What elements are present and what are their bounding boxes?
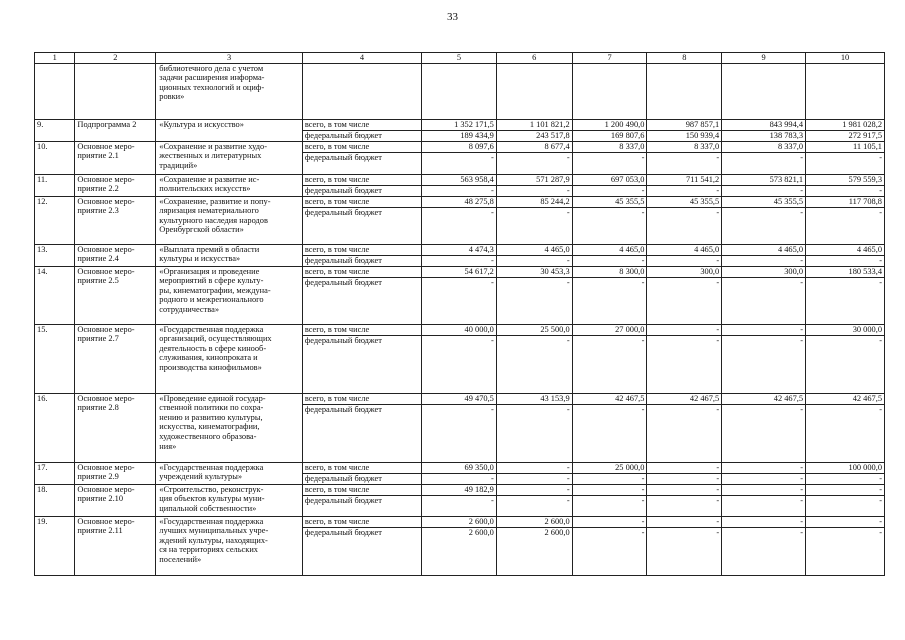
value-cell: - (806, 255, 885, 266)
funding-source-cell: федеральный бюджет (302, 404, 421, 462)
value-cell: 54 617,2 (422, 266, 497, 277)
value-cell: - (422, 152, 497, 174)
value-cell: - (496, 495, 572, 516)
activity-name-cell: «Культура и искусство» (156, 119, 303, 141)
program-cell: Основное меро- приятие 2.3 (75, 196, 156, 244)
value-cell: - (572, 335, 647, 393)
value-cell: - (572, 404, 647, 462)
value-cell: 2 600,0 (422, 527, 497, 575)
value-cell: - (572, 495, 647, 516)
value-cell: - (572, 473, 647, 484)
program-cell: Основное меро- приятие 2.10 (75, 484, 156, 516)
funding-source-cell: федеральный бюджет (302, 335, 421, 393)
value-cell: 1 352 171,5 (422, 119, 497, 130)
row-number-cell: 17. (35, 462, 75, 484)
activity-name-cell: «Строительство, реконструк- ция объектов культуры муни- ципальной собственности» (156, 484, 303, 516)
value-cell: - (647, 404, 722, 462)
value-cell: 843 994,4 (722, 119, 806, 130)
value-cell: 42 467,5 (806, 393, 885, 404)
value-cell: - (647, 473, 722, 484)
value-cell: - (496, 462, 572, 473)
value-cell: - (572, 152, 647, 174)
value-cell: - (806, 516, 885, 527)
program-cell: Основное меро- приятие 2.7 (75, 324, 156, 393)
funding-source-cell: всего, в том числе (302, 196, 421, 207)
value-cell: 300,0 (647, 266, 722, 277)
value-cell: 300,0 (722, 266, 806, 277)
value-cell: - (722, 324, 806, 335)
value-cell: 85 244,2 (496, 196, 572, 207)
empty-cell (806, 63, 885, 119)
column-number: 10 (806, 53, 885, 64)
funding-source-cell: федеральный бюджет (302, 130, 421, 141)
value-cell: - (572, 516, 647, 527)
table-row (35, 244, 885, 255)
value-cell: 571 287,9 (496, 174, 572, 185)
value-cell: 45 355,5 (722, 196, 806, 207)
value-cell: - (422, 404, 497, 462)
funding-source-cell: всего, в том числе (302, 244, 421, 255)
table-row (35, 119, 885, 130)
row-number-cell: 10. (35, 141, 75, 174)
value-cell: - (722, 255, 806, 266)
funding-source-cell: федеральный бюджет (302, 255, 421, 266)
value-cell: 30 453,3 (496, 266, 572, 277)
value-cell: 40 000,0 (422, 324, 497, 335)
value-cell: - (806, 207, 885, 244)
activity-name-cell: «Государственная поддержка организаций, осуществляющих деятельность в сфере кинооб- служивания, кинопроката и производства кинофильмов» (156, 324, 303, 393)
value-cell: 243 517,8 (496, 130, 572, 141)
value-cell: 45 355,5 (572, 196, 647, 207)
value-cell: - (496, 404, 572, 462)
funding-source-cell: всего, в том числе (302, 516, 421, 527)
empty-cell (722, 63, 806, 119)
table-row (35, 196, 885, 207)
value-cell: 49 470,5 (422, 393, 497, 404)
column-number: 6 (496, 53, 572, 64)
program-cell: Основное меро- приятие 2.8 (75, 393, 156, 462)
value-cell: - (496, 473, 572, 484)
value-cell: 272 917,5 (806, 130, 885, 141)
column-number: 2 (75, 53, 156, 64)
table-row (35, 516, 885, 527)
activity-name-cell: «Государственная поддержка лучших муниципальных учре- ждений культуры, находящих- ся на территориях сельских поселений» (156, 516, 303, 575)
value-cell: 8 097,6 (422, 141, 497, 152)
table-row (35, 174, 885, 185)
row-number-cell: 19. (35, 516, 75, 575)
value-cell: 8 337,0 (722, 141, 806, 152)
row-number-cell: 12. (35, 196, 75, 244)
row-number-cell: 15. (35, 324, 75, 393)
value-cell: 138 783,3 (722, 130, 806, 141)
value-cell: - (806, 473, 885, 484)
value-cell: - (647, 207, 722, 244)
column-number: 1 (35, 53, 75, 64)
value-cell: - (496, 277, 572, 324)
value-cell: 42 467,5 (572, 393, 647, 404)
value-cell: 30 000,0 (806, 324, 885, 335)
value-cell: - (647, 324, 722, 335)
table-row (35, 462, 885, 473)
row-number-cell (35, 63, 75, 119)
value-cell: 8 337,0 (647, 141, 722, 152)
value-cell: - (422, 335, 497, 393)
value-cell: 8 677,4 (496, 141, 572, 152)
value-cell: - (806, 404, 885, 462)
activity-name-cell: «Сохранение и развитие худо- жественных и литературных традиций» (156, 141, 303, 174)
funding-source-cell: всего, в том числе (302, 141, 421, 152)
value-cell: - (722, 185, 806, 196)
value-cell: - (496, 152, 572, 174)
table-row (35, 324, 885, 335)
column-number-row (35, 53, 885, 64)
value-cell: 100 000,0 (806, 462, 885, 473)
value-cell: 987 857,1 (647, 119, 722, 130)
value-cell: - (722, 335, 806, 393)
value-cell: 4 465,0 (496, 244, 572, 255)
program-cell: Основное меро- приятие 2.1 (75, 141, 156, 174)
funding-source-cell: федеральный бюджет (302, 277, 421, 324)
value-cell: 2 600,0 (422, 516, 497, 527)
row-number-cell: 9. (35, 119, 75, 141)
program-cell: Основное меро- приятие 2.11 (75, 516, 156, 575)
funding-source-cell: федеральный бюджет (302, 473, 421, 484)
value-cell: 48 275,8 (422, 196, 497, 207)
program-cell: Основное меро- приятие 2.9 (75, 462, 156, 484)
value-cell: 4 465,0 (806, 244, 885, 255)
value-cell: - (647, 484, 722, 495)
value-cell: 711 541,2 (647, 174, 722, 185)
value-cell: - (722, 152, 806, 174)
table-row (35, 266, 885, 277)
value-cell: 25 000,0 (572, 462, 647, 473)
value-cell: 69 350,0 (422, 462, 497, 473)
activity-name-cell: «Государственная поддержка учреждений культуры» (156, 462, 303, 484)
activity-name-cell: «Проведение единой государ- ственной политики по сохра- нению и развитию культуры, искусства, кинематографии, художественного образова- ния» (156, 393, 303, 462)
funding-source-cell: федеральный бюджет (302, 185, 421, 196)
funding-source-cell: всего, в том числе (302, 324, 421, 335)
page-number: 33 (447, 11, 458, 23)
value-cell: - (722, 473, 806, 484)
value-cell: 49 182,9 (422, 484, 497, 495)
row-number-cell: 13. (35, 244, 75, 266)
value-cell: - (806, 484, 885, 495)
funding-source-cell: всего, в том числе (302, 266, 421, 277)
activity-name-cell: библиотечного дела с учетом задачи расширения информа- ционных технологий и оциф- ровки» (156, 63, 303, 119)
program-cell: Основное меро- приятие 2.4 (75, 244, 156, 266)
column-number: 8 (647, 53, 722, 64)
value-cell: - (572, 527, 647, 575)
value-cell: 1 200 490,0 (572, 119, 647, 130)
value-cell: - (496, 335, 572, 393)
value-cell: - (572, 185, 647, 196)
program-cell (75, 63, 156, 119)
value-cell: - (647, 255, 722, 266)
value-cell: - (806, 335, 885, 393)
value-cell: 1 981 028,2 (806, 119, 885, 130)
funding-source-cell: всего, в том числе (302, 393, 421, 404)
value-cell: 2 600,0 (496, 527, 572, 575)
program-cell: Подпрограмма 2 (75, 119, 156, 141)
value-cell: 579 559,3 (806, 174, 885, 185)
value-cell: - (647, 527, 722, 575)
value-cell: 25 500,0 (496, 324, 572, 335)
value-cell: - (422, 207, 497, 244)
empty-cell (496, 63, 572, 119)
value-cell: 4 465,0 (647, 244, 722, 255)
value-cell: - (806, 152, 885, 174)
row-number-cell: 16. (35, 393, 75, 462)
value-cell: 189 434,9 (422, 130, 497, 141)
value-cell: 4 465,0 (572, 244, 647, 255)
funding-source-cell: всего, в том числе (302, 174, 421, 185)
value-cell: - (722, 277, 806, 324)
column-number: 4 (302, 53, 421, 64)
value-cell: 2 600,0 (496, 516, 572, 527)
value-cell: 180 533,4 (806, 266, 885, 277)
empty-cell (302, 63, 421, 119)
value-cell: - (722, 207, 806, 244)
value-cell: - (806, 527, 885, 575)
value-cell: - (496, 484, 572, 495)
value-cell: 42 467,5 (722, 393, 806, 404)
funding-source-cell: федеральный бюджет (302, 152, 421, 174)
value-cell: 43 153,9 (496, 393, 572, 404)
value-cell: - (572, 255, 647, 266)
funding-source-cell: всего, в том числе (302, 119, 421, 130)
empty-cell (572, 63, 647, 119)
budget-table (34, 52, 885, 576)
value-cell: - (496, 255, 572, 266)
value-cell: - (722, 495, 806, 516)
value-cell: - (422, 277, 497, 324)
value-cell: 8 300,0 (572, 266, 647, 277)
value-cell: - (722, 484, 806, 495)
value-cell: - (572, 277, 647, 324)
table-body (35, 53, 885, 576)
value-cell: 4 465,0 (722, 244, 806, 255)
value-cell: - (647, 185, 722, 196)
table-row (35, 63, 885, 119)
value-cell: 573 821,1 (722, 174, 806, 185)
column-number: 7 (572, 53, 647, 64)
value-cell: 45 355,5 (647, 196, 722, 207)
value-cell: - (647, 152, 722, 174)
value-cell: - (496, 207, 572, 244)
value-cell: 1 101 821,2 (496, 119, 572, 130)
table-row (35, 484, 885, 495)
value-cell: 563 958,4 (422, 174, 497, 185)
value-cell: - (806, 185, 885, 196)
value-cell: - (647, 277, 722, 324)
value-cell: - (422, 495, 497, 516)
value-cell: - (722, 527, 806, 575)
value-cell: - (496, 185, 572, 196)
value-cell: - (647, 462, 722, 473)
value-cell: 8 337,0 (572, 141, 647, 152)
funding-source-cell: всего, в том числе (302, 484, 421, 495)
activity-name-cell: «Организация и проведение мероприятий в сфере культу- ры, кинематографии, междуна- родного и межрегионального сотрудничества» (156, 266, 303, 324)
value-cell: 11 105,1 (806, 141, 885, 152)
value-cell: 150 939,4 (647, 130, 722, 141)
program-cell: Основное меро- приятие 2.2 (75, 174, 156, 196)
table-row (35, 141, 885, 152)
value-cell: - (572, 207, 647, 244)
value-cell: - (722, 516, 806, 527)
value-cell: 42 467,5 (647, 393, 722, 404)
funding-source-cell: всего, в том числе (302, 462, 421, 473)
value-cell: - (572, 484, 647, 495)
activity-name-cell: «Сохранение, развитие и попу- ляризация нематериального культурного наследия народов Оренбургской области» (156, 196, 303, 244)
program-cell: Основное меро- приятие 2.5 (75, 266, 156, 324)
value-cell: - (722, 462, 806, 473)
empty-cell (647, 63, 722, 119)
value-cell: 4 474,3 (422, 244, 497, 255)
funding-source-cell: федеральный бюджет (302, 207, 421, 244)
value-cell: - (647, 335, 722, 393)
value-cell: - (722, 404, 806, 462)
row-number-cell: 18. (35, 484, 75, 516)
row-number-cell: 14. (35, 266, 75, 324)
value-cell: - (422, 473, 497, 484)
value-cell: - (806, 277, 885, 324)
value-cell: 27 000,0 (572, 324, 647, 335)
column-number: 5 (422, 53, 497, 64)
value-cell: - (647, 516, 722, 527)
column-number: 3 (156, 53, 303, 64)
activity-name-cell: «Выплата премий в области культуры и искусства» (156, 244, 303, 266)
column-number: 9 (722, 53, 806, 64)
empty-cell (422, 63, 497, 119)
value-cell: - (806, 495, 885, 516)
value-cell: - (422, 255, 497, 266)
value-cell: - (422, 185, 497, 196)
activity-name-cell: «Сохранение и развитие ис- полнительских искусств» (156, 174, 303, 196)
value-cell: 169 807,6 (572, 130, 647, 141)
table-row (35, 393, 885, 404)
row-number-cell: 11. (35, 174, 75, 196)
funding-source-cell: федеральный бюджет (302, 495, 421, 516)
funding-source-cell: федеральный бюджет (302, 527, 421, 575)
value-cell: 697 053,0 (572, 174, 647, 185)
value-cell: - (647, 495, 722, 516)
value-cell: 117 708,8 (806, 196, 885, 207)
